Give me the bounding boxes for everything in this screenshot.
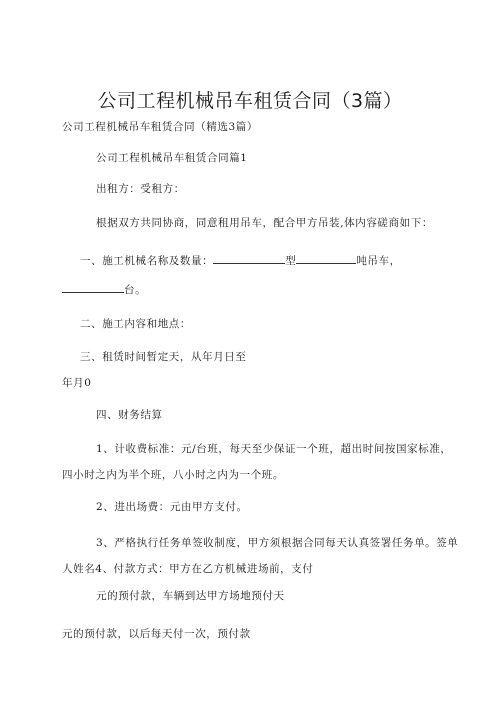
clause-1-unit-suffix: 台。: [124, 284, 147, 296]
clause-1-model-suffix: 型: [285, 255, 297, 267]
clause-1-prefix: 一、施工机械名称及数量：: [80, 255, 214, 267]
clause-4-1-line-2: 四小时之内为半个班，八小时之内为一个班。: [62, 469, 284, 481]
clause-4-2: 2、进出场费：元由甲方支付。: [96, 501, 248, 513]
clause-2: 二、施工内容和地点：: [80, 318, 191, 330]
document-title: 公司工程机械吊车租赁合同（3篇）: [97, 90, 403, 112]
document-subtitle: 公司工程机械吊车租赁合同（精选3篇）: [62, 121, 258, 133]
clause-1-line: [80, 253, 401, 268]
intro-paragraph: 根据双方共同协商，同意租用吊车，配合甲方吊装,体内容磋商如下：: [96, 217, 433, 229]
parties-line: 出租方：受租方：: [96, 183, 185, 195]
clause-4-3-line-1: 3、严格执行任务单签收制度，甲方须根据合同每天认真签署任务单。签单: [96, 537, 459, 549]
blank-underline: [213, 253, 285, 264]
clause-4-1-line-1: 1、计收费标准：元/台班，每天至少保证一个班，超出时间按国家标准，: [96, 443, 452, 455]
clause-1-line-2: [62, 282, 146, 297]
blank-underline: [296, 253, 356, 264]
clause-4-3-line-4: 元的预付款，以后每天付一次，预付款: [62, 628, 251, 640]
clause-4-heading: 四、财务结算: [96, 409, 163, 421]
blank-underline: [62, 282, 124, 293]
clause-3: 三、租赁时间暂定天，从年月日至: [80, 351, 247, 363]
clause-3-continued: 年月0: [62, 377, 92, 389]
clause-1-ton-suffix: 吨吊车，: [356, 255, 401, 267]
clause-4-3-line-3: 元的预付款，车辆到达甲方场地预付天: [96, 590, 285, 602]
section-heading: 公司工程机械吊车租赁合同篇1: [96, 152, 248, 164]
clause-4-3-line-2: 人姓名4、付款方式：甲方在乙方机械进场前，支付: [62, 563, 314, 575]
